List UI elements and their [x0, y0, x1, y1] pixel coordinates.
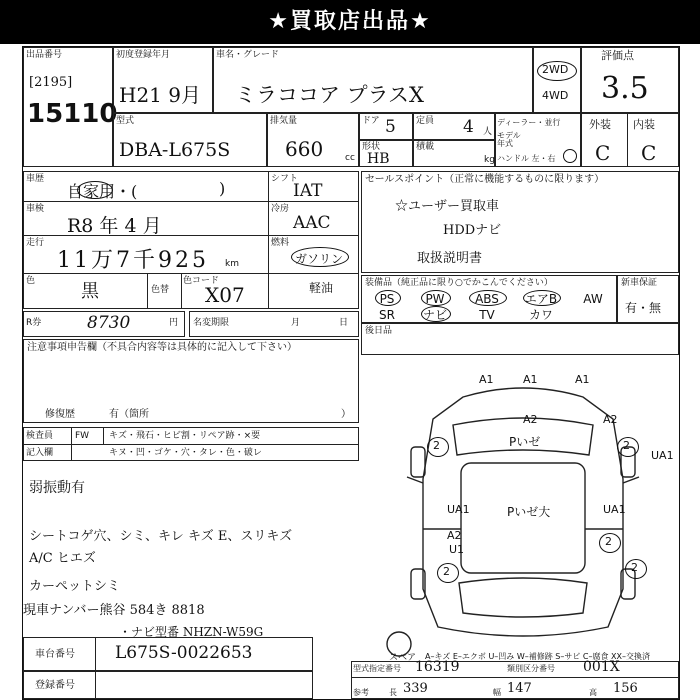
model-name-value: ミラココア プラスX: [235, 83, 424, 107]
fuel-light: 軽油: [309, 281, 334, 295]
notes-title: 注意事項申告欄（不具合内容等は具体的に記入して下さい）: [27, 342, 297, 353]
height-value: 156: [613, 681, 638, 696]
hw-note-3: A/C ヒエズ: [29, 551, 96, 566]
mark-hood: Pいゼ: [509, 435, 541, 449]
mileage-label: 走行: [26, 238, 45, 248]
body-label: 形状: [362, 142, 381, 152]
hw-note-4: カーペットシミ: [29, 579, 121, 594]
mark-right-6: 2: [631, 561, 638, 574]
ac-label: 冷房: [271, 204, 290, 214]
sales-points-box: [361, 171, 679, 273]
mileage-value: 11万7千925: [57, 248, 209, 273]
displacement-label: 排気量: [270, 116, 298, 126]
mark-left-3: A2: [447, 529, 462, 542]
circle-navi: [421, 306, 451, 322]
ref-label: 参考: [353, 688, 369, 697]
mark-top-3: A1: [575, 373, 590, 386]
equip-airbag: エアB: [524, 292, 558, 306]
fuel-label: 燃料: [271, 238, 290, 248]
month-unit: 月: [291, 318, 301, 328]
height-label: 高: [589, 688, 597, 697]
mark-top-2: A1: [523, 373, 538, 386]
model-name-label: 車名・グレード: [216, 50, 280, 60]
recycle-value: 8730: [87, 313, 131, 333]
category-circle: [77, 181, 113, 199]
hw-note-1: 弱振動有: [29, 480, 85, 496]
first-reg-value: H21 9月: [119, 83, 201, 107]
damage-legend: A–キズ E–エクボ U–凹み W–補修跡 S–サビ C–腐食 XX–交換済: [425, 652, 651, 661]
exterior-label: 外装: [589, 118, 611, 131]
equip-pw: PW: [425, 292, 445, 306]
recycle-label: R券: [26, 318, 42, 328]
equip-aw: AW: [583, 292, 603, 306]
mark-roof: Pいゼ大: [507, 505, 551, 519]
reg-label: 登録番号: [35, 680, 75, 691]
class-value: 001X: [583, 659, 620, 675]
km-unit: km: [225, 259, 239, 269]
score-label: 評価点: [601, 49, 634, 62]
interior-value: C: [641, 141, 657, 165]
equip-ps: PS: [379, 292, 395, 306]
equip-sr: SR: [379, 308, 395, 322]
defects-top: キズ・飛石・ヒビ割・リペア跡・×要: [109, 431, 261, 441]
mark-right-4: UA1: [603, 503, 626, 516]
mark-left-4: U1: [449, 543, 465, 556]
entry-label: 記入欄: [26, 448, 54, 458]
class-label: 類別区分番号: [507, 664, 555, 673]
type-designation-value: 16319: [415, 659, 460, 675]
kg-unit: kg: [484, 155, 495, 165]
category-value: 自家用・(: [67, 182, 138, 201]
displacement-value: 660: [285, 137, 324, 161]
defects-bottom: キヌ・凹・ゴケ・穴・タレ・色・破レ: [109, 448, 262, 458]
handle-label: ハンドル 左・右: [497, 154, 556, 163]
hw-note-5: 現車ナンバー熊谷 584き 8818: [23, 603, 205, 618]
mark-right-1: A2: [603, 413, 618, 426]
hw-note-2: シートコゲ穴、シミ、キレ キズ E、スリキズ: [29, 529, 293, 544]
type-label: 型式: [116, 116, 135, 126]
lot-number-label: 出品番号: [26, 50, 63, 60]
fuel-gas: ガソリン: [295, 252, 344, 266]
body-value: HB: [367, 151, 390, 167]
drive-4wd: 4WD: [542, 89, 569, 102]
sales-point-2: HDDナビ: [443, 223, 502, 238]
first-reg-label: 初度登録年月: [116, 50, 171, 60]
doors-value: 5: [385, 117, 396, 137]
shift-label: シフト: [271, 174, 299, 184]
inspector-label: 検査員: [26, 431, 54, 441]
lot-sub: [2195]: [29, 75, 73, 90]
interior-label: 内装: [633, 118, 655, 131]
category-close: ): [219, 179, 226, 198]
equip-leather: カワ: [528, 308, 553, 322]
inspection-value: R8 年 4 月: [67, 215, 162, 237]
spare-label: スペア: [389, 653, 417, 663]
chassis-value: L675S-0022653: [115, 643, 253, 663]
equip-navi: ナビ: [422, 308, 447, 322]
banner: ★買取店出品★: [0, 0, 700, 44]
warranty-value: 有・無: [625, 301, 662, 315]
type-designation-label: 型式指定番号: [353, 664, 401, 673]
equip-abs: ABS: [475, 292, 499, 306]
mark-a2-top: A2: [523, 413, 538, 426]
color-value: 黒: [81, 281, 99, 302]
repair-label: 修復歴: [45, 409, 75, 420]
hw-note-6: ・ナビ型番 NHZN-W59G: [119, 625, 264, 639]
handle-right-circle: [563, 149, 577, 163]
dealer-label: ディーラー・並行: [497, 118, 561, 127]
length-label: 長: [389, 688, 397, 697]
equip-tv: TV: [479, 308, 495, 322]
lot-number: 15110: [27, 99, 118, 129]
sales-points-title: セールスポイント（正常に機能するものに限ります）: [365, 174, 605, 185]
capacity-value: 4: [463, 117, 474, 137]
equipment-title: 装備品（純正品に限り○でかこんでください）: [365, 278, 553, 288]
category-label: 車歴: [26, 174, 45, 184]
mark-right-2: 2: [623, 439, 630, 452]
shift-value: IAT: [293, 181, 323, 201]
circle-ps: [375, 290, 401, 306]
repair-value: 有（箇所: [109, 409, 149, 420]
capacity-unit: 人: [483, 127, 493, 137]
capacity-label: 定員: [416, 116, 435, 126]
model-year-label: モデル年式: [497, 131, 521, 148]
repair-close: ）: [341, 409, 351, 420]
color-label: 色: [26, 276, 36, 286]
sales-point-3: 取扱説明書: [417, 251, 483, 266]
circle-airbag: [523, 290, 561, 306]
type-value: DBA-L675S: [119, 139, 231, 161]
exterior-value: C: [595, 141, 611, 165]
width-label: 幅: [493, 688, 501, 697]
yen-unit: 円: [169, 318, 179, 328]
load-label: 積載: [416, 142, 435, 152]
width-value: 147: [507, 681, 532, 696]
sales-point-1: ☆ユーザー買取車: [395, 199, 500, 214]
ac-value: AAC: [293, 213, 331, 233]
inspection-label: 車検: [26, 204, 45, 214]
mark-right-3: UA1: [651, 449, 674, 462]
warranty-label: 新車保証: [621, 278, 658, 288]
length-value: 339: [403, 681, 428, 696]
drive-2wd: 2WD: [542, 63, 569, 76]
circle-abs: [469, 290, 507, 306]
doors-label: ドア: [362, 116, 380, 126]
cc-unit: cc: [345, 153, 355, 163]
fw-label: FW: [75, 431, 90, 441]
mark-top-1: A1: [479, 373, 494, 386]
color-change-label: 色替: [151, 285, 170, 295]
score-value: 3.5: [601, 71, 649, 106]
back-seat-box: [361, 323, 679, 355]
chassis-label: 車台番号: [35, 649, 75, 660]
mark-left-1: 2: [433, 439, 440, 452]
mark-left-2: UA1: [447, 503, 470, 516]
circle-pw: [421, 290, 451, 306]
color-code-value: X07: [205, 283, 245, 307]
mark-left-5: 2: [443, 565, 450, 578]
mark-right-5: 2: [605, 535, 612, 548]
day-unit: 日: [339, 318, 349, 328]
color-code-label: 色コード: [183, 276, 220, 286]
auction-sheet: [22, 46, 680, 700]
back-seat-label: 後日品: [365, 326, 393, 336]
name-change-label: 名変期限: [193, 318, 230, 328]
